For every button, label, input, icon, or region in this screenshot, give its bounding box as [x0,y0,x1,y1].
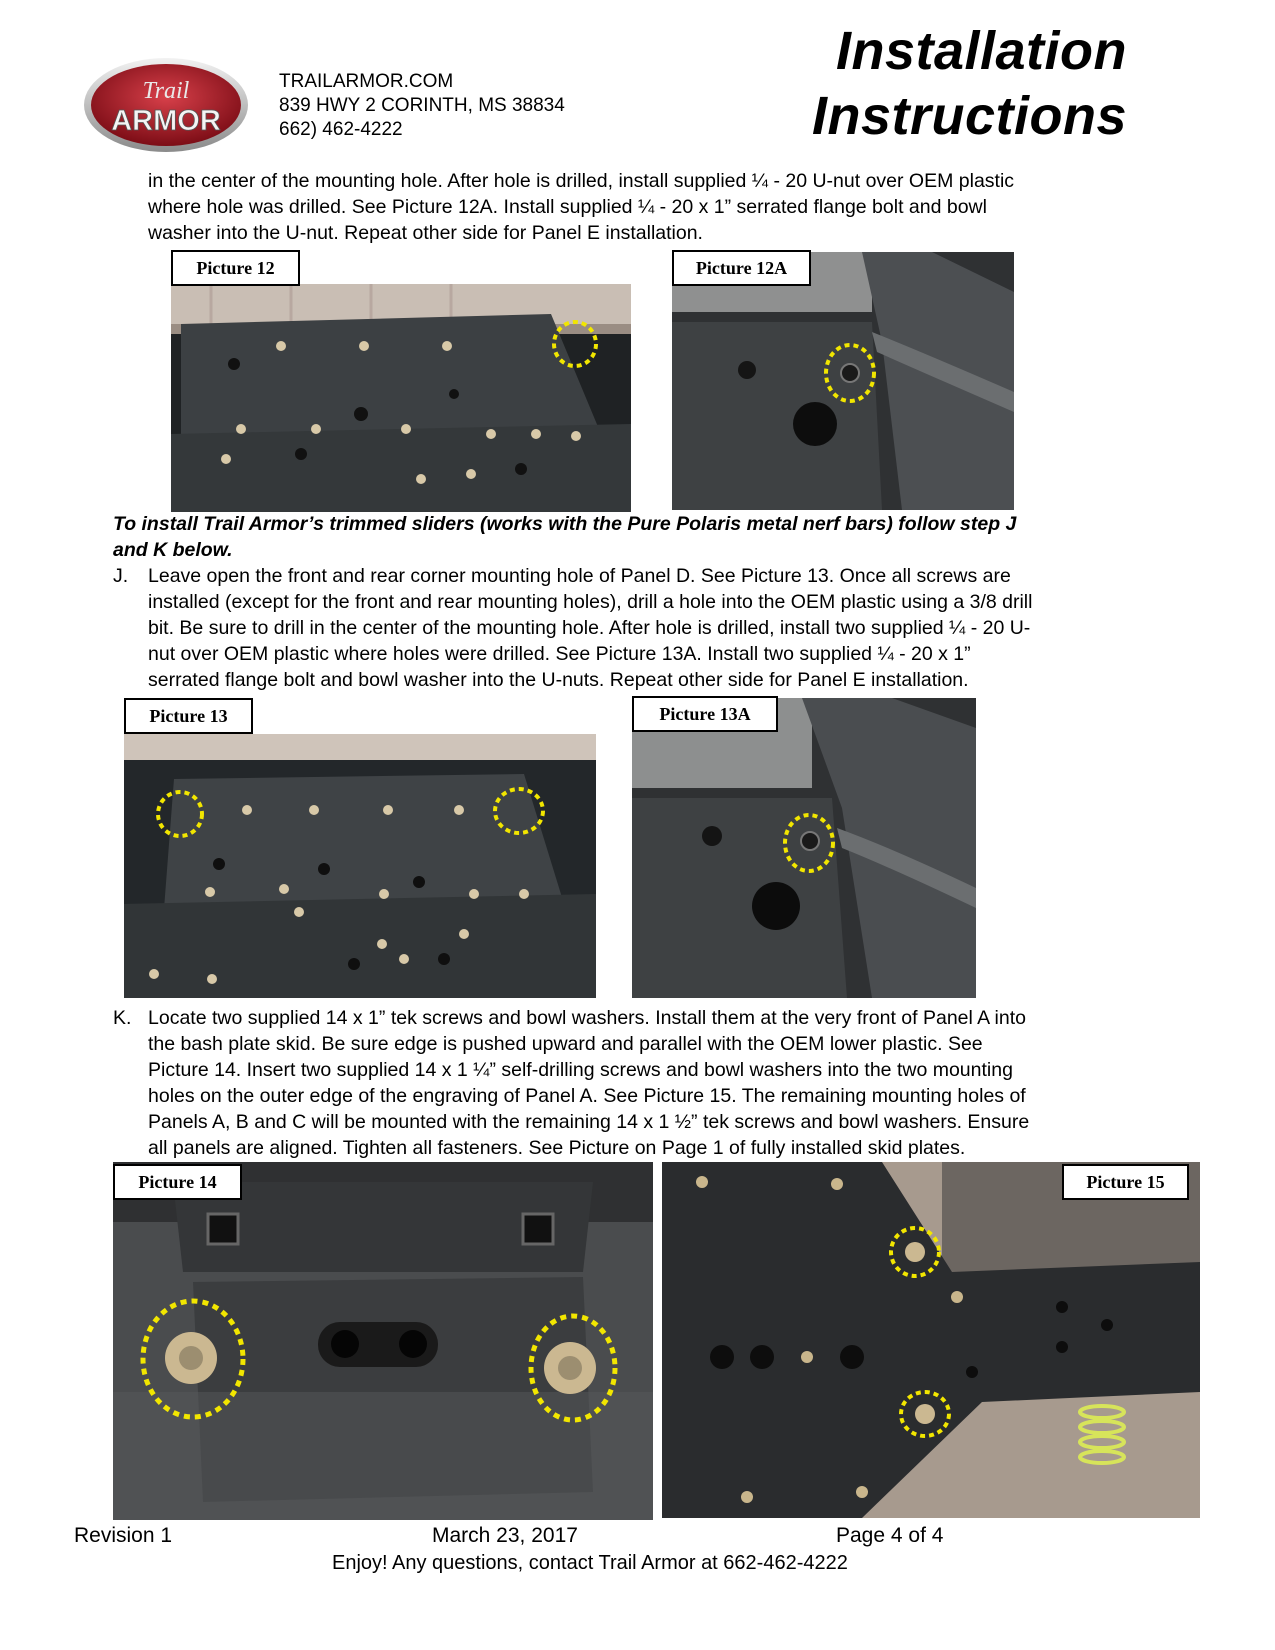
step-k-line: Locate two supplied 14 x 1” tek screws and bowl washers. Install them at the very front of Panel A into [148,1007,1026,1029]
photo-picture-12a [672,252,1014,510]
intro-line: in the center of the mounting hole. After hole is drilled, install supplied ¼ - 20 U-nut over OEM plastic [148,170,1015,192]
company-address: 839 HWY 2 CORINTH, MS 38834 [279,95,565,116]
company-phone: 662) 462-4222 [279,119,403,140]
footer-date: March 23, 2017 [432,1524,578,1547]
step-j-letter: J. [113,565,129,587]
intro-line: where hole was drilled. See Picture 12A. Install supplied ¼ - 20 x 1” serrated flange bolt and bowl [148,196,987,218]
step-k-line: all panels are aligned. Tighten all fasteners. See Picture on Page 1 of fully installed skid plates. [148,1137,966,1159]
step-k-line: Panels A, B and C will be mounted with the remaining 14 x 1 ½” tek screws and bowl washers. Ensure [148,1111,1030,1133]
trail-armor-logo [82,56,250,154]
photo-picture-15 [662,1162,1200,1518]
step-k-line: Picture 14. Insert two supplied 14 x 1 ¼” self-drilling screws and bowl washers into the two mounting [148,1059,1013,1081]
photo-picture-12 [171,284,631,512]
page-title-line2: Instructions [811,86,1127,146]
label-picture-13a: Picture 13A [632,696,778,732]
photo-picture-13 [124,734,596,998]
step-k-line: holes on the outer edge of the engraving of Panel A. See Picture 15. The remaining mounting holes of [148,1085,1026,1107]
intro-line: washer into the U-nut. Repeat other side for Panel E installation. [148,222,703,244]
logo-text-top: Trail [142,78,190,104]
slider-heading-line1: To install Trail Armor’s trimmed sliders (works with the Pure Polaris metal nerf bars) follow step J [113,513,1017,535]
label-picture-14: Picture 14 [113,1164,242,1200]
footer-revision: Revision 1 [74,1524,173,1547]
footer-contact: Enjoy! Any questions, contact Trail Armor at 662-462-4222 [332,1552,848,1574]
page-title-line1: Installation [835,21,1127,81]
step-j-line: bit. Be sure to drill in the center of the mounting hole. After hole is drilled, install two supplied ¼ - 20 U- [148,617,1031,639]
label-picture-15: Picture 15 [1062,1164,1189,1200]
slider-heading-line2: and K below. [113,539,233,561]
step-j-line: installed (except for the front and rear mounting holes), drill a hole into the OEM plastic using a 3/8 drill [148,591,1033,613]
step-k-line: the bash plate skid. Be sure edge is pushed upward and parallel with the OEM lower plastic. See [148,1033,983,1055]
step-j-line: Leave open the front and rear corner mounting hole of Panel D. See Picture 13. Once all screws are [148,565,1011,587]
company-website: TRAILARMOR.COM [279,71,454,92]
step-j-line: nut over OEM plastic where holes were drilled. See Picture 13A. Install two supplied ¼ - 20 x 1” [148,643,971,665]
footer-page-number: Page 4 of 4 [836,1524,944,1547]
label-picture-12a: Picture 12A [672,250,811,286]
photo-picture-14 [113,1162,653,1520]
label-picture-12: Picture 12 [171,250,300,286]
photo-picture-13a [632,698,976,998]
step-k-letter: K. [113,1007,132,1029]
logo-text-bottom: ARMOR [111,105,221,137]
label-picture-13: Picture 13 [124,698,253,734]
step-j-line: serrated flange bolt and bowl washer into the U-nuts. Repeat other side for Panel E installation. [148,669,969,691]
